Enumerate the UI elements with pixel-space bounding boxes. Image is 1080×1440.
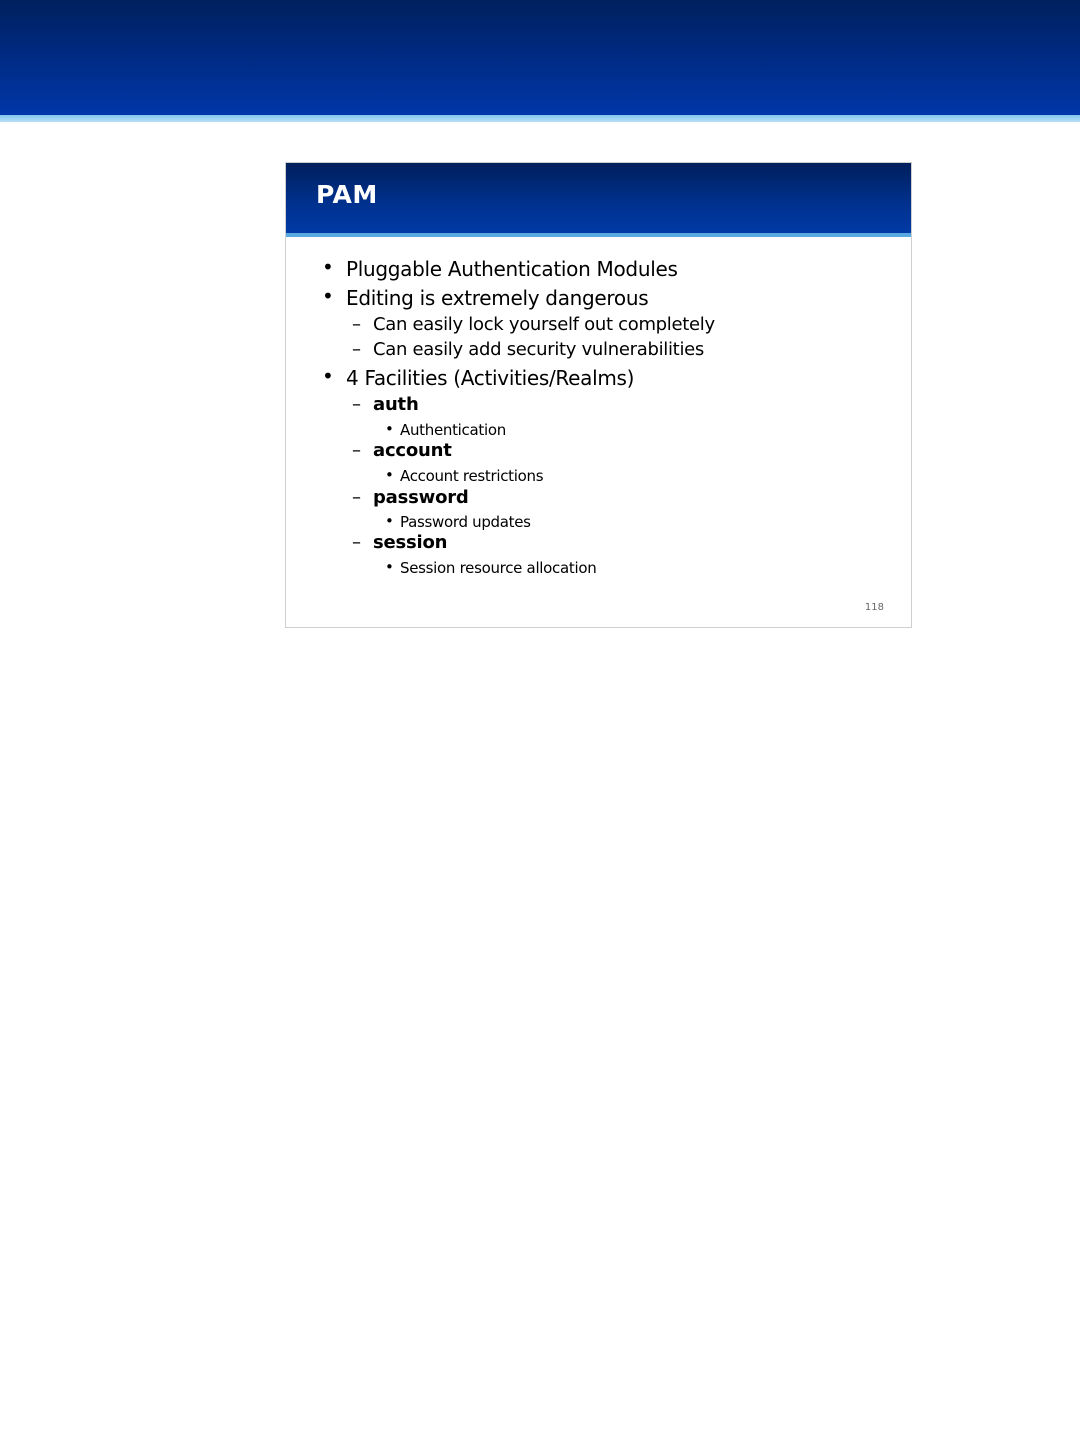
dash-marker: – [352, 339, 361, 360]
dash-marker: – [352, 532, 361, 553]
sub-bullet-item: Can easily lock yourself out completely [373, 314, 715, 335]
sub-bullet-item: Can easily add security vulnerabilities [373, 339, 704, 360]
facility-name: session [373, 532, 448, 553]
bullet-item: 4 Facilities (Activities/Realms) [346, 366, 635, 390]
facility-description: Account restrictions [400, 467, 544, 485]
dash-marker: – [352, 314, 361, 335]
facility-name: password [373, 487, 469, 508]
facility-description: Session resource allocation [400, 559, 597, 577]
facility-description: Password updates [400, 513, 531, 531]
slide-header [286, 163, 911, 233]
slide-title: PAM [316, 180, 378, 209]
facility-name: account [373, 440, 452, 461]
facility-description: Authentication [400, 421, 506, 439]
slide [285, 162, 912, 628]
dash-marker: – [352, 440, 361, 461]
dash-marker: – [352, 394, 361, 415]
bullet-marker: • [385, 558, 394, 576]
bullet-marker: • [322, 255, 334, 279]
bullet-marker: • [385, 420, 394, 438]
bullet-marker: • [322, 284, 334, 308]
slide-header-rule [286, 233, 911, 237]
bullet-item: Pluggable Authentication Modules [346, 257, 678, 281]
bullet-marker: • [385, 512, 394, 530]
slide-number: 118 [864, 602, 884, 613]
facility-name: auth [373, 394, 419, 415]
dash-marker: – [352, 487, 361, 508]
bullet-item: Editing is extremely dangerous [346, 286, 649, 310]
page-header-rule [0, 115, 1080, 122]
page-header-band [0, 0, 1080, 115]
bullet-marker: • [385, 466, 394, 484]
bullet-marker: • [322, 364, 334, 388]
